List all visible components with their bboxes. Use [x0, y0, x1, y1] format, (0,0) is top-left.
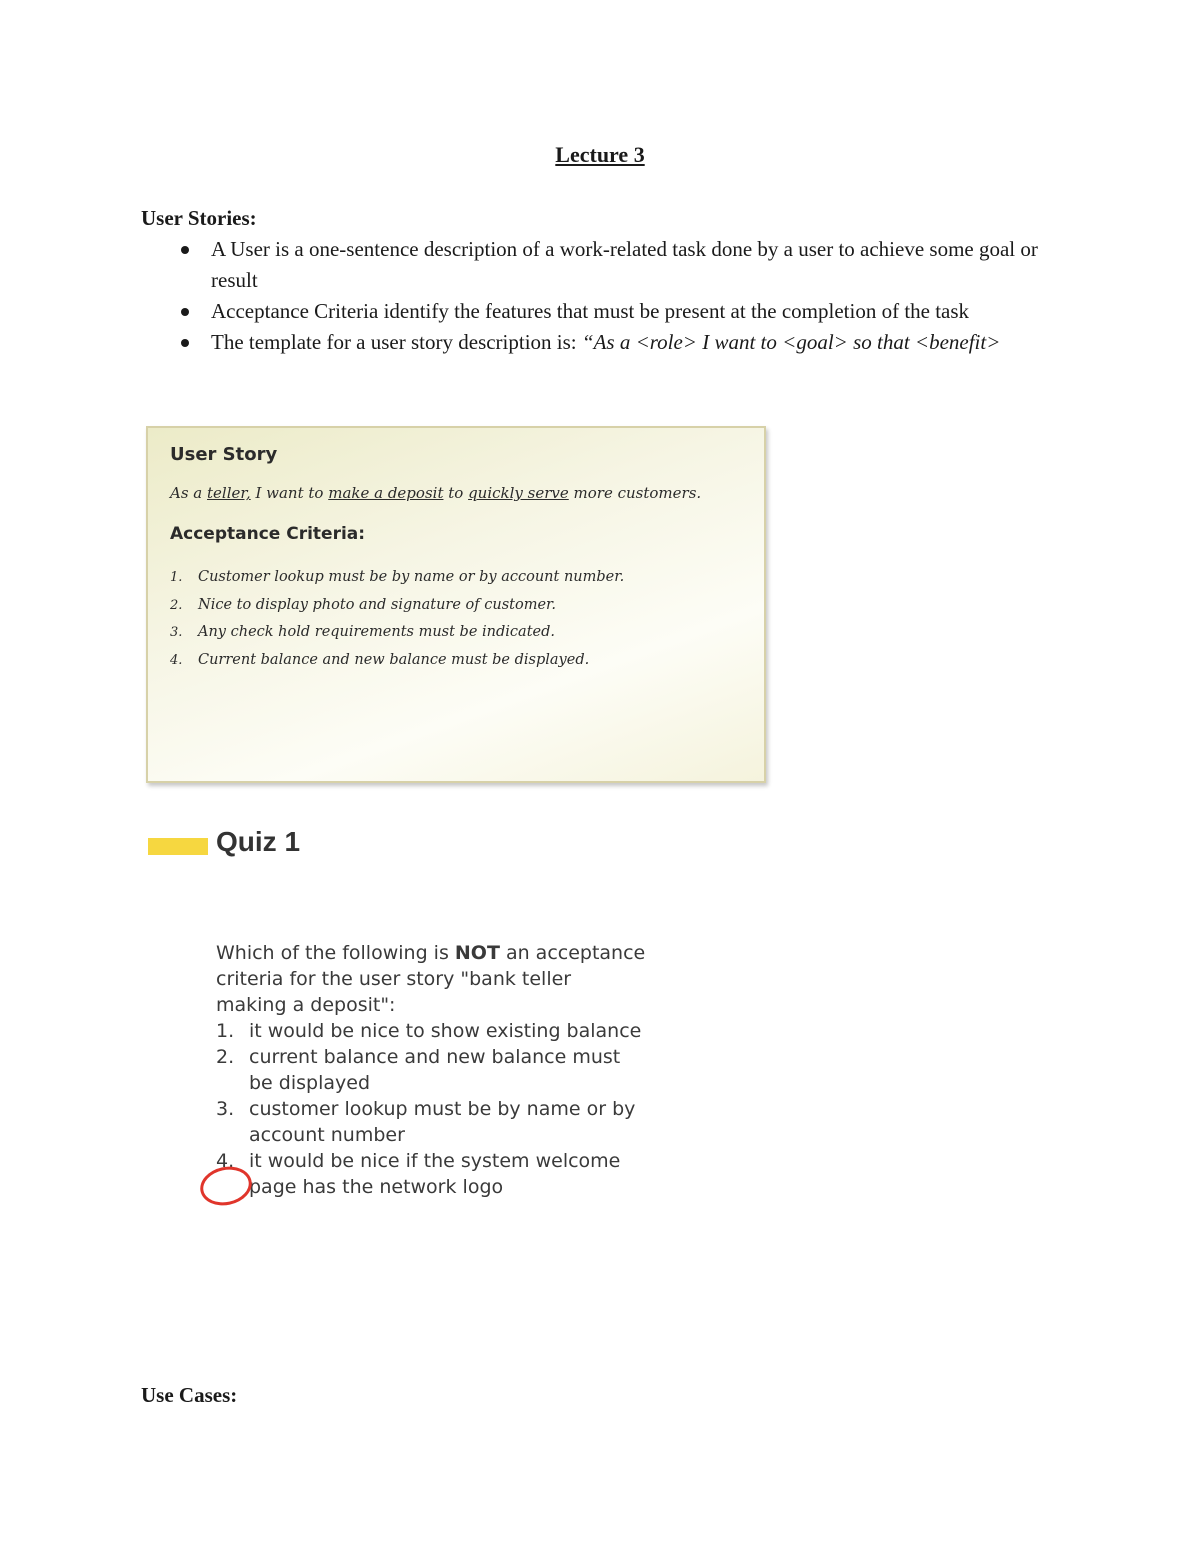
- criteria-text: Current balance and new balance must be displayed.: [198, 651, 590, 668]
- option-number: 4.: [216, 1150, 235, 1172]
- criteria-list: [170, 564, 624, 674]
- quiz-option: [216, 1096, 646, 1148]
- user-story-card: [146, 426, 766, 783]
- criteria-number: 4.: [170, 652, 183, 668]
- bullet-icon: [181, 308, 189, 316]
- criteria-number: 1.: [170, 570, 183, 585]
- bullet-icon: [181, 246, 189, 254]
- user-stories-heading: User Stories:: [141, 206, 257, 230]
- criteria-heading: Acceptance Criteria:: [170, 524, 366, 544]
- option-text: it would be nice if the system welcome page has the network logo: [249, 1150, 621, 1198]
- story-text: more customers.: [568, 484, 702, 502]
- list-item: [178, 296, 1038, 327]
- quiz-title: Quiz 1: [216, 826, 301, 857]
- list-item: [170, 619, 624, 647]
- quiz-question: [216, 940, 646, 1018]
- option-text: current balance and new balance must be displayed: [249, 1046, 621, 1094]
- option-number: 3.: [216, 1098, 235, 1120]
- list-item: [170, 564, 624, 592]
- option-number: 1.: [216, 1020, 235, 1042]
- template-text: “As a <role> I want to <goal> so that <benefit>: [581, 330, 1001, 354]
- bullet-icon: [181, 339, 189, 347]
- story-text: I want to: [250, 484, 329, 502]
- quiz-option: [216, 1148, 646, 1200]
- bullet-text: The template for a user story description is:: [211, 330, 577, 354]
- criteria-text: Customer lookup must be by name or by account number.: [198, 569, 625, 585]
- quiz-block: [216, 940, 646, 1200]
- quiz-accent-bar: [148, 838, 208, 855]
- question-text: an acceptance criteria for the user story "bank teller making a deposit":: [216, 942, 646, 1016]
- story-role: teller,: [207, 484, 251, 502]
- criteria-number: 3.: [170, 625, 183, 640]
- story-text: As a: [170, 484, 208, 502]
- criteria-text: Nice to display photo and signature of customer.: [198, 596, 556, 613]
- story-benefit: quickly serve: [468, 484, 569, 502]
- quiz-options: [216, 1018, 646, 1200]
- option-number: 2.: [216, 1046, 235, 1068]
- user-stories-list: [178, 234, 1038, 358]
- card-story: [170, 484, 701, 502]
- use-cases-heading: Use Cases:: [141, 1383, 238, 1407]
- option-text: customer lookup must be by name or by account number: [249, 1098, 636, 1146]
- list-item: [178, 234, 1038, 296]
- card-title: User Story: [170, 444, 278, 465]
- criteria-text: Any check hold requirements must be indicated.: [198, 624, 555, 640]
- list-item: [170, 647, 624, 675]
- question-emphasis: NOT: [454, 942, 500, 964]
- criteria-number: 2.: [170, 597, 183, 613]
- bullet-text: A User is a one-sentence description of a work-related task done by a user to achieve some goal or result: [211, 237, 1038, 292]
- bullet-text: Acceptance Criteria identify the features that must be present at the completion of the task: [211, 299, 970, 323]
- list-item: [178, 327, 1038, 358]
- quiz-option: [216, 1044, 646, 1096]
- option-text: it would be nice to show existing balance: [249, 1020, 642, 1042]
- story-goal: make a deposit: [328, 484, 444, 502]
- list-item: [170, 592, 624, 620]
- question-text: Which of the following is: [216, 942, 455, 964]
- quiz-option: [216, 1018, 646, 1044]
- page-title: Lecture 3: [555, 142, 645, 167]
- story-text: to: [443, 484, 469, 502]
